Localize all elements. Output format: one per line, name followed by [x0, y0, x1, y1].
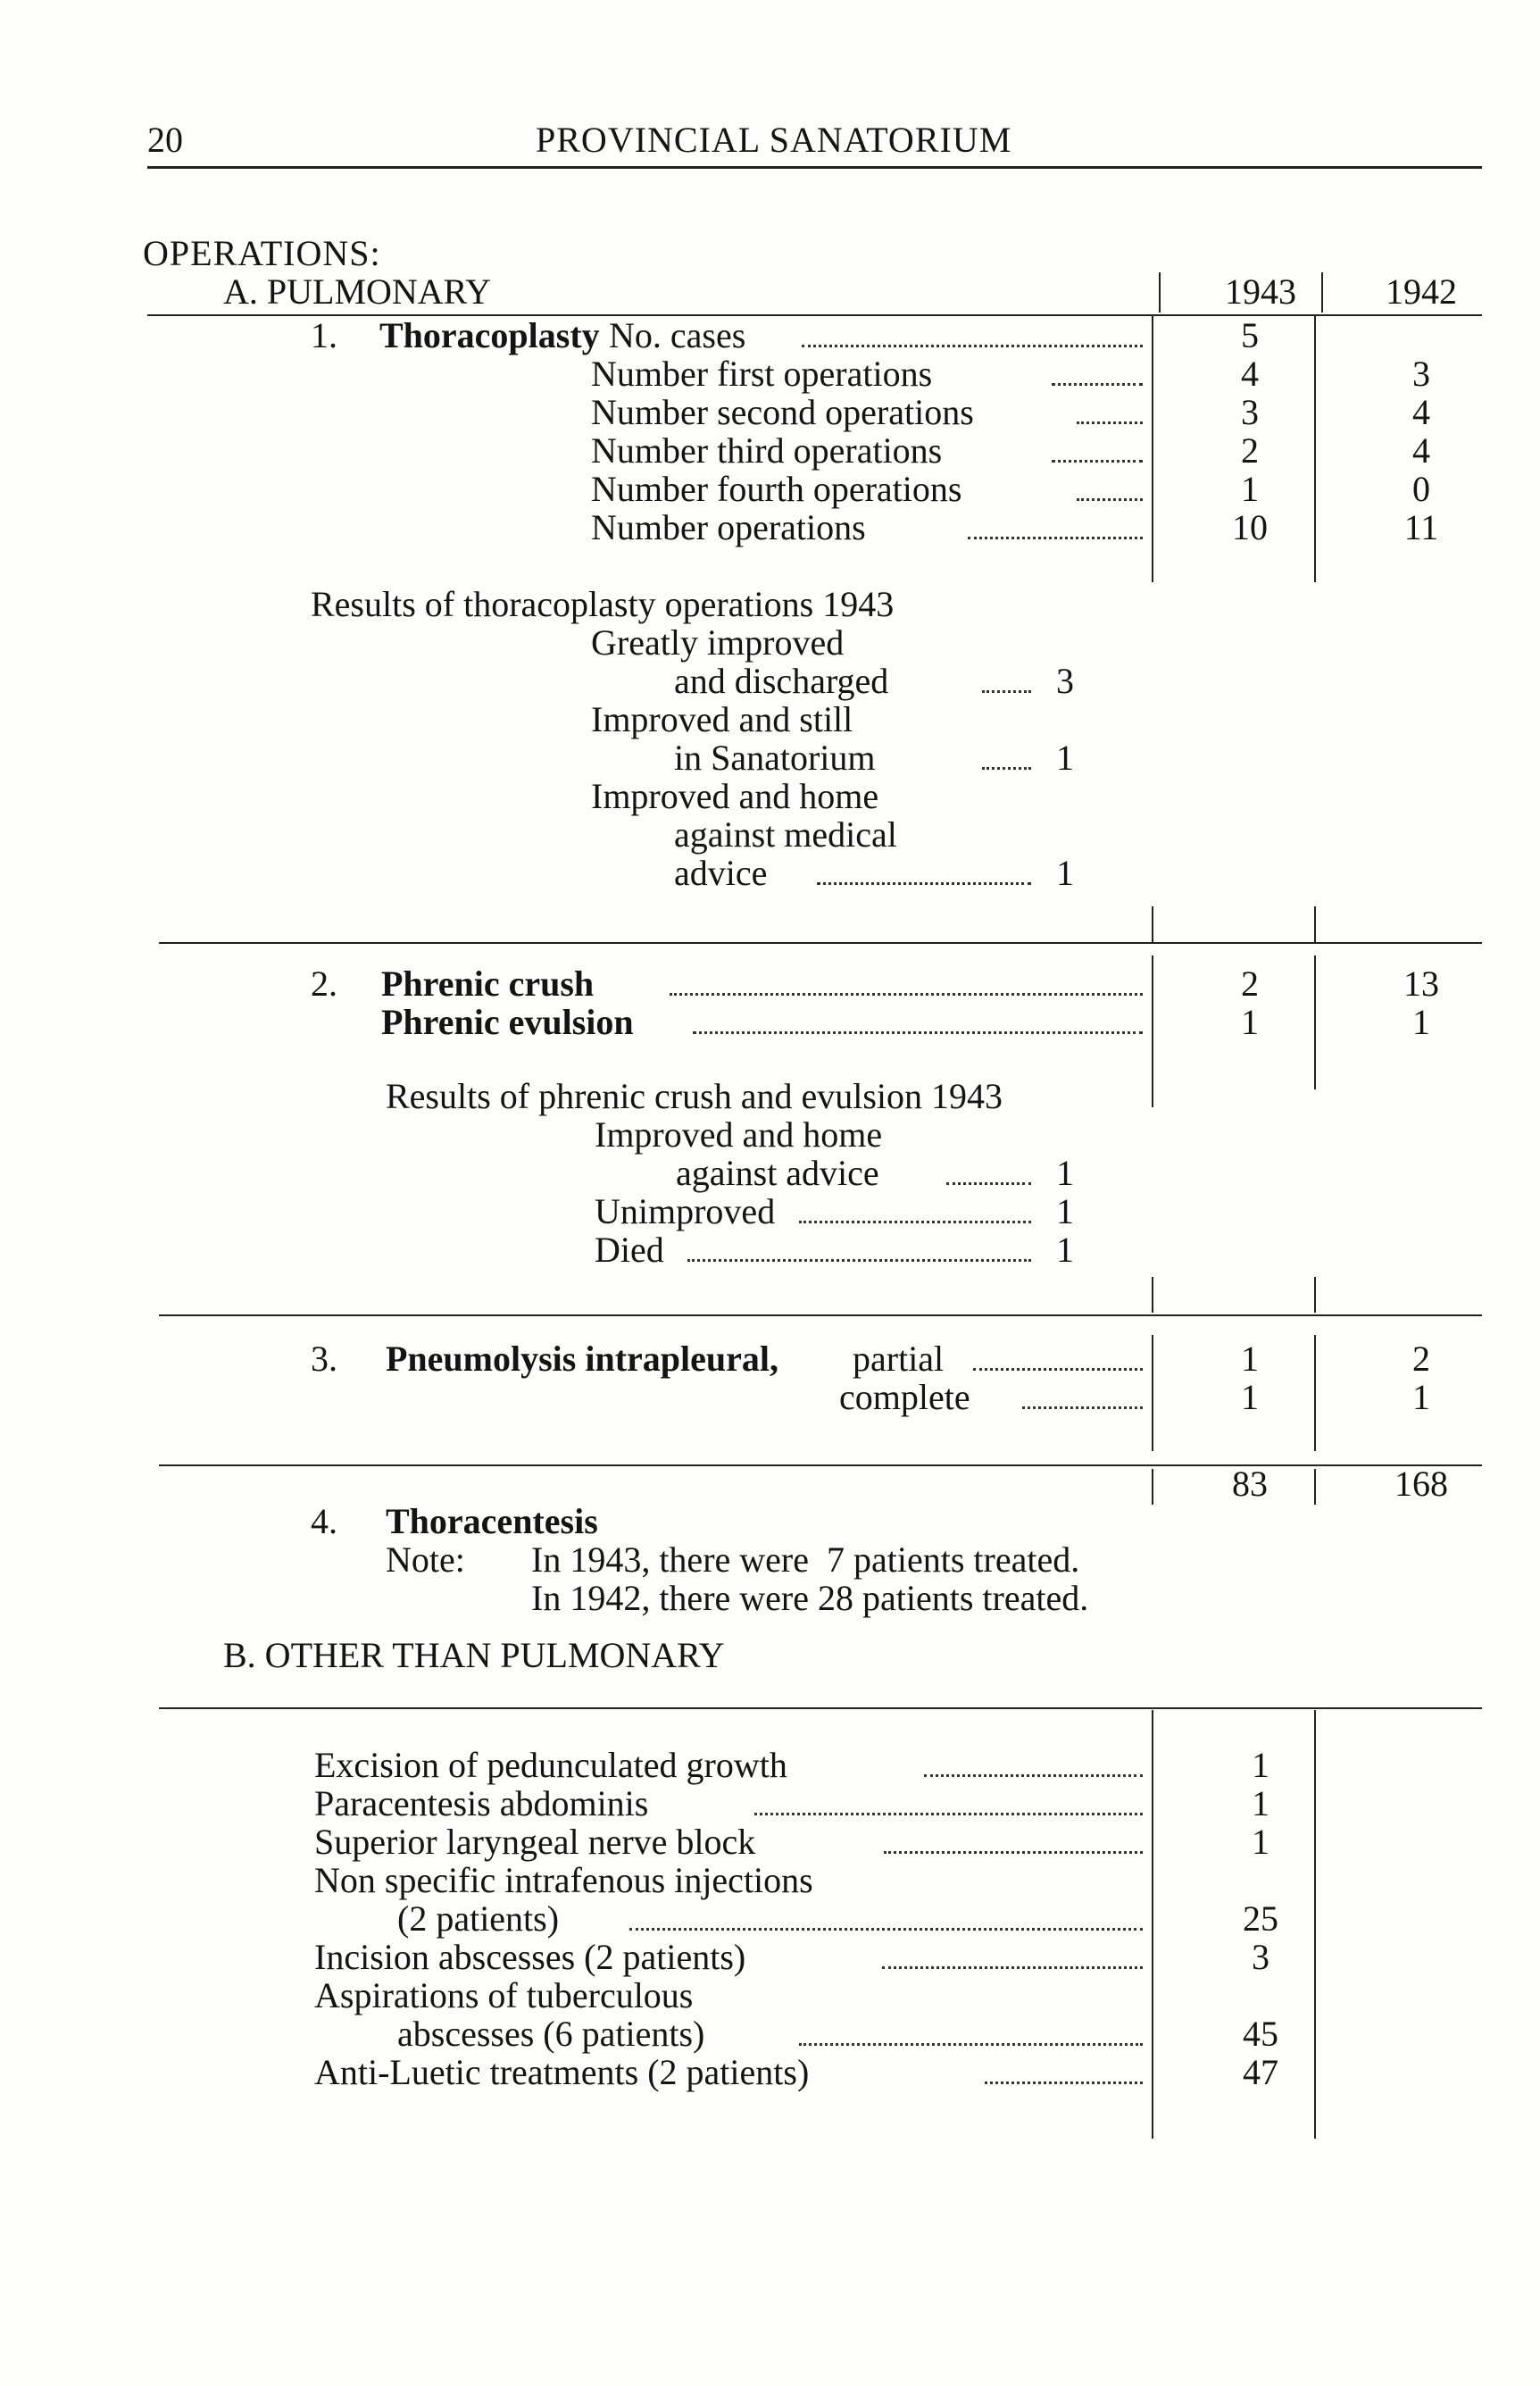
value-1943: 3 [1241, 392, 1259, 432]
table-row-label: Number operations [591, 507, 866, 547]
note-line: In 1943, there were 7 patients treated. [531, 1539, 1080, 1580]
value-1942: 3 [1412, 354, 1430, 394]
result-label: Improved and home [595, 1114, 883, 1155]
leader-dots [670, 993, 1143, 996]
value-1943: 83 [1232, 1464, 1268, 1504]
result-value: 1 [1056, 1153, 1074, 1193]
leader-dots [884, 1851, 1143, 1854]
page-number: 20 [147, 120, 183, 160]
value-1943: 5 [1241, 315, 1259, 355]
thoracoplasty-heading: Thoracoplasty [379, 315, 600, 355]
column-rule [1314, 906, 1316, 942]
leader-dots [687, 1259, 1031, 1262]
value-1943: 45 [1243, 2014, 1278, 2054]
phrenic-evulsion-label: Phrenic evulsion [381, 1002, 634, 1042]
table-row-label: Aspirations of tuberculous [314, 1975, 694, 2015]
value-1943: 1 [1241, 1377, 1259, 1417]
running-title: PROVINCIAL SANATORIUM [536, 120, 1012, 160]
column-rule [1152, 955, 1153, 1107]
section-b-label: B. OTHER THAN PULMONARY [223, 1635, 725, 1675]
table-row-label: complete [839, 1377, 970, 1417]
column-rule [1152, 314, 1153, 582]
table-row-label: Anti-Luetic treatments (2 patients) [314, 2052, 810, 2092]
results-title: Results of phrenic crush and evulsion 1943 [386, 1076, 1003, 1116]
value-1943: 1 [1252, 1822, 1269, 1862]
value-1943: 1 [1241, 1002, 1259, 1042]
value-1943: 4 [1241, 354, 1259, 394]
leader-dots [982, 690, 1031, 693]
leader-dots [817, 882, 1031, 885]
table-row-label: Excision of pedunculated growth [314, 1745, 787, 1785]
result-label: Greatly improved [591, 622, 845, 663]
leader-dots [982, 767, 1031, 770]
leader-dots [1077, 498, 1143, 501]
value-1942: 4 [1412, 392, 1430, 432]
leader-dots [693, 1031, 1143, 1034]
leader-dots [629, 1928, 1143, 1931]
value-1942: 13 [1403, 964, 1439, 1004]
result-value: 1 [1056, 1191, 1074, 1231]
result-value: 3 [1056, 661, 1074, 701]
leader-dots [1052, 460, 1143, 463]
page-title: OPERATIONS: [143, 233, 381, 273]
table-row-label: Number first operations [591, 354, 933, 394]
column-rule [1152, 1335, 1153, 1451]
result-label: against advice [676, 1153, 879, 1193]
result-value: 1 [1056, 738, 1074, 778]
column-rule [1152, 1710, 1153, 2139]
result-label: in Sanatorium [674, 738, 876, 778]
phrenic-crush-label: Phrenic crush [381, 964, 595, 1004]
result-label: against medical [674, 814, 897, 855]
value-1943: 1 [1241, 469, 1259, 509]
table-row-label: abscesses (6 patients) [397, 2014, 705, 2054]
column-rule [1314, 1469, 1316, 1505]
item-number: 3. [311, 1339, 337, 1379]
value-1943: 1 [1252, 1783, 1269, 1823]
table-row-label: Paracentesis abdominis [314, 1783, 649, 1823]
note-label: Note: [386, 1539, 465, 1580]
value-1942: 2 [1412, 1339, 1430, 1379]
value-1942: 1 [1412, 1377, 1430, 1417]
leader-dots [985, 2081, 1143, 2084]
column-rule [1314, 955, 1316, 1089]
value-1943: 47 [1243, 2052, 1278, 2092]
value-1943: 1 [1241, 1339, 1259, 1379]
result-label: Improved and still [591, 699, 853, 739]
value-1943: 25 [1243, 1898, 1278, 1939]
leader-dots [1052, 383, 1143, 386]
result-label: and discharged [674, 661, 889, 701]
leader-dots [799, 2043, 1143, 2046]
leader-dots [754, 1813, 1143, 1815]
leader-dots [799, 1221, 1031, 1223]
value-1942: 1 [1412, 1002, 1430, 1042]
table-row-label: Non specific intrafenous injections [314, 1860, 813, 1900]
section-rule [159, 1314, 1482, 1316]
value-1943: 2 [1241, 964, 1259, 1004]
note-line: In 1942, there were 28 patients treated. [531, 1578, 1089, 1618]
leader-dots [882, 1966, 1143, 1969]
column-rule [1314, 1335, 1316, 1451]
column-rule [1159, 272, 1161, 313]
results-title: Results of thoracoplasty operations 1943 [311, 584, 895, 624]
leader-dots [946, 1182, 1031, 1185]
table-row-label: No. cases [609, 315, 746, 355]
item-number: 4. [311, 1501, 337, 1541]
result-label: Improved and home [591, 776, 879, 816]
column-rule [1314, 1277, 1316, 1313]
leader-dots [924, 1774, 1143, 1777]
column-header-1942: 1942 [1386, 271, 1457, 312]
leader-dots [802, 345, 1143, 347]
value-1943: 2 [1241, 430, 1259, 471]
leader-dots [973, 1368, 1143, 1371]
value-1942: 0 [1412, 469, 1430, 509]
table-row-label: partial [853, 1339, 945, 1379]
thoracentesis-heading: Thoracentesis [386, 1501, 598, 1541]
column-rule [1152, 1277, 1153, 1313]
result-value: 1 [1056, 1230, 1074, 1270]
value-1942: 11 [1403, 507, 1439, 547]
leader-dots [1077, 421, 1143, 424]
section-rule [159, 942, 1482, 944]
leader-dots [1022, 1406, 1143, 1409]
column-rule [1152, 1469, 1153, 1505]
table-row-label: (2 patients) [397, 1898, 560, 1939]
table-row-label: Incision abscesses (2 patients) [314, 1937, 746, 1977]
result-label: Unimproved [595, 1191, 776, 1231]
column-rule [1314, 1710, 1316, 2139]
column-rule [1152, 906, 1153, 942]
table-row-label: Number third operations [591, 430, 943, 471]
result-label: Died [595, 1230, 664, 1270]
table-row-label: Superior laryngeal nerve block [314, 1822, 756, 1862]
header-rule [147, 166, 1482, 169]
result-label: advice [674, 853, 768, 893]
value-1943: 10 [1232, 507, 1268, 547]
leader-dots [968, 537, 1143, 539]
table-row-label: Number second operations [591, 392, 974, 432]
value-1942: 4 [1412, 430, 1430, 471]
column-rule [1314, 314, 1316, 582]
section-a-label: A. PULMONARY [223, 271, 492, 312]
value-1943: 1 [1252, 1745, 1269, 1785]
value-1943: 3 [1252, 1937, 1269, 1977]
section-b-rule [159, 1707, 1482, 1709]
pneumolysis-heading: Pneumolysis intrapleural, [386, 1339, 779, 1379]
result-value: 1 [1056, 853, 1074, 893]
column-rule [1321, 272, 1323, 313]
item-number: 2. [311, 964, 337, 1004]
column-header-1943: 1943 [1225, 271, 1296, 312]
value-1942: 168 [1394, 1464, 1448, 1504]
table-row-label: Number fourth operations [591, 469, 962, 509]
item-number: 1. [311, 315, 337, 355]
